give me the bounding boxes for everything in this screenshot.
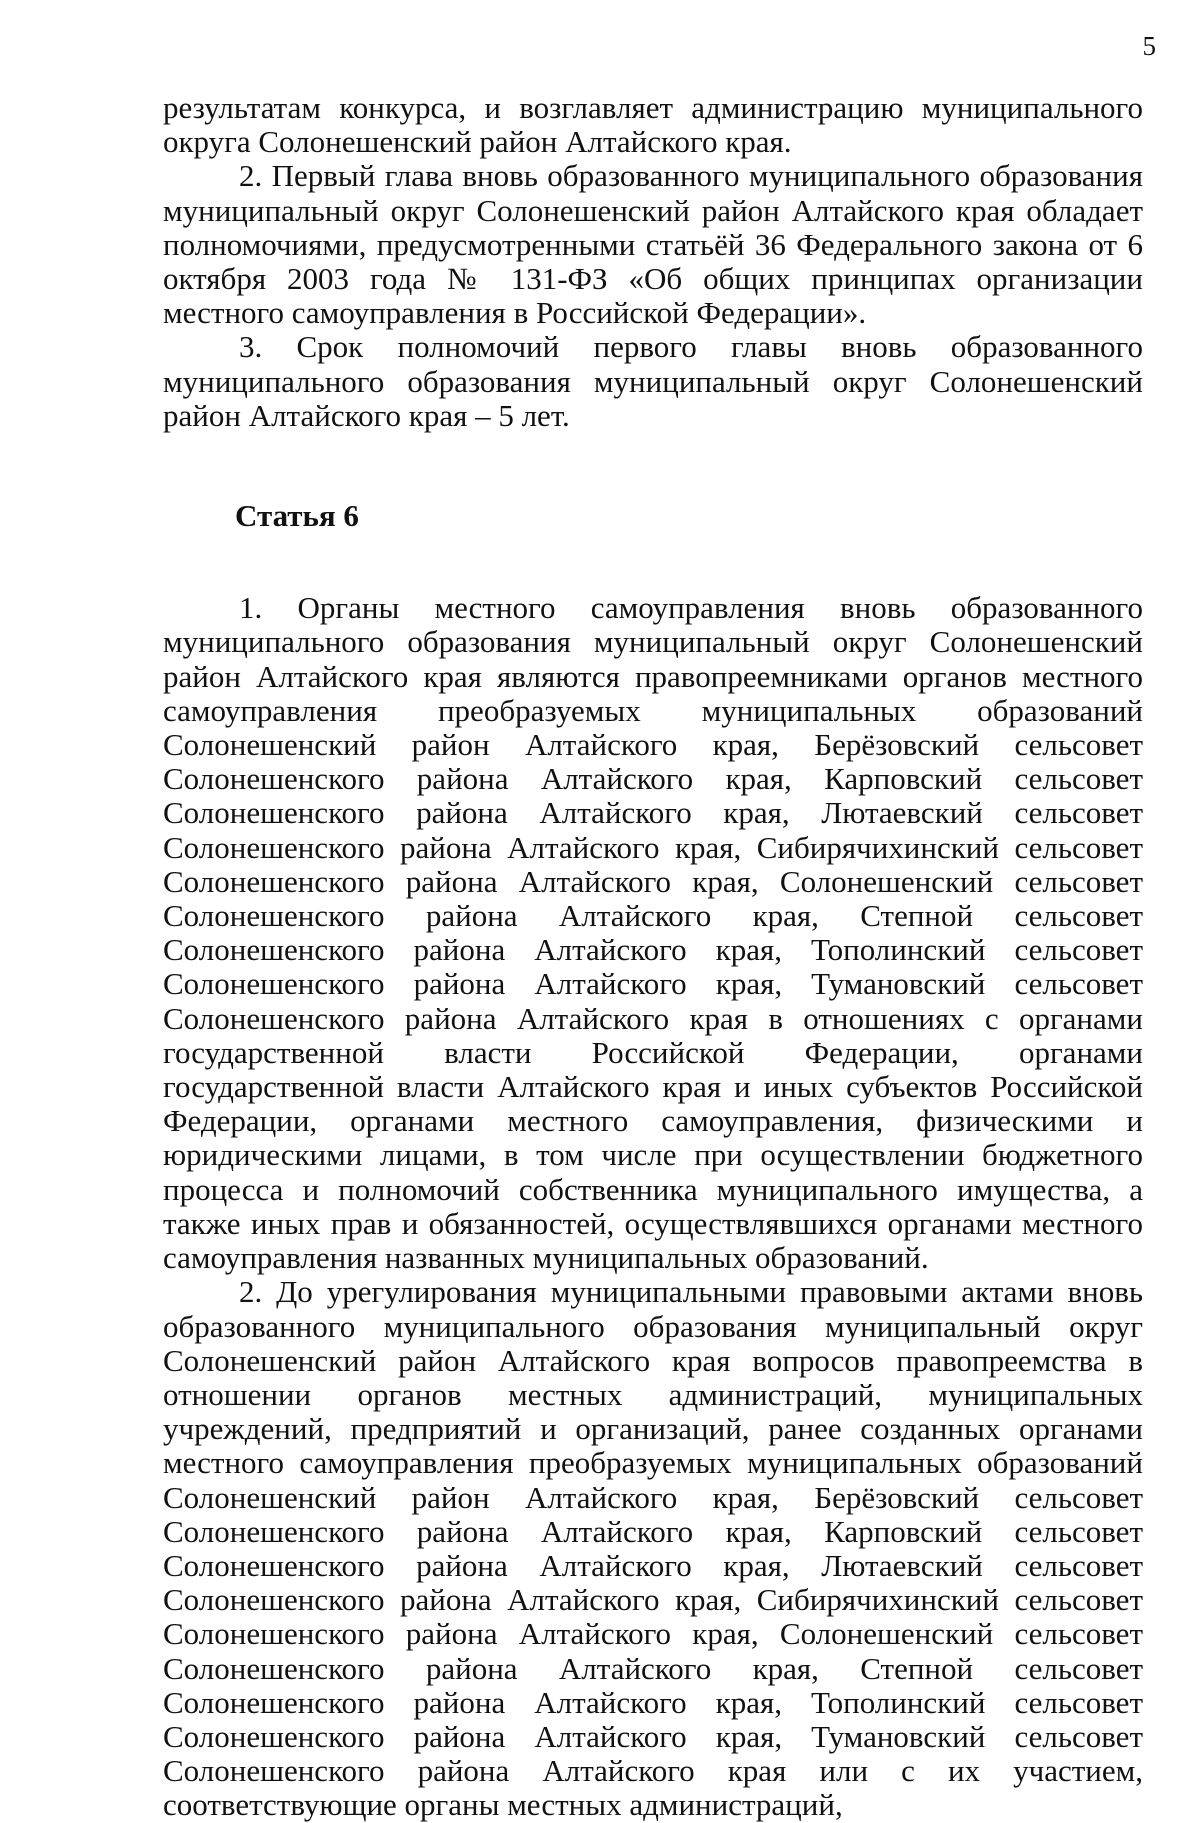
paragraph-legal-successors: 1. Органы местного самоуправления вновь образованного муниципального образования муниципальный округ Солонешенский район Алтайского края являются правопреемниками органов местного самоуправления преобразуемых муниципальных образований Солонешенский район Алтайского края, Берёзовский сельсовет Солонешенского района Алтайского края, Карповский сельсовет Солонешенского района Алтайского края, Лютаевский сельсовет Солонешенского района Алтайского края, Сибирячихинский сельсовет Солонешенского района Алтайского края, Солонешенский сельсовет Солонешенского района Алтайского края, Степной сельсовет Солонешенского района Алтайского края, Тополинский сельсовет Солонешенского района Алтайского края, Тумановский сельсовет Солонешенского района Алтайского края в отношениях с органами государственной власти Российской Федерации, органами государственной власти Алтайского края и иных субъектов Российской Федерации, органами местного самоуправления, физическими и юридическими лицами, в том числе при осуществлении бюджетного процесса и полномочий собственника муниципального имущества, а также иных прав и обязанностей, осуществлявшихся органами местного самоуправления названных муниципальных образований. [163,590,1143,1276]
paragraph-first-head-powers: 2. Первый глава вновь образованного муниципального образования муниципальный округ Солонешенский район Алтайского края обладает полномочиями, предусмотренными статьёй 36 Федерального закона от 6 октября 2003 года № 131-ФЗ «Об общих принципах организации местного самоуправления в Российской Федерации». [163,158,1143,331]
document-body [163,91,1143,1823]
paragraph-term-of-office: 3. Срок полномочий первого главы вновь образованного муниципального образования муниципальный округ Солонешенский район Алтайского края – 5 лет. [163,329,1143,433]
page-number: 5 [1142,31,1156,61]
article-heading: Статья 6 [235,498,359,534]
paragraph-succession-settlement: 2. До урегулирования муниципальными правовыми актами вновь образованного муниципального образования муниципальный округ Солонешенский район Алтайского края вопросов правопреемства в отношении органов местных администраций, муниципальных учреждений, предприятий и организаций, ранее созданных органами местного самоуправления преобразуемых муниципальных образований Солонешенский район Алтайского края, Берёзовский сельсовет Солонешенского района Алтайского края, Карповский сельсовет Солонешенского района Алтайского края, Лютаевский сельсовет Солонешенского района Алтайского края, Сибирячихинский сельсовет Солонешенского района Алтайского края, Солонешенский сельсовет Солонешенского района Алтайского края, Степной сельсовет Солонешенского района Алтайского края, Тополинский сельсовет Солонешенского района Алтайского края, Тумановский сельсовет Солонешенского района Алтайского края или с их участием, соответствующие органы местных администраций, [163,1274,1143,1823]
paragraph-continuation: результатам конкурса, и возглавляет администрацию муниципального округа Солонешенский район Алтайского края. [163,90,1143,160]
